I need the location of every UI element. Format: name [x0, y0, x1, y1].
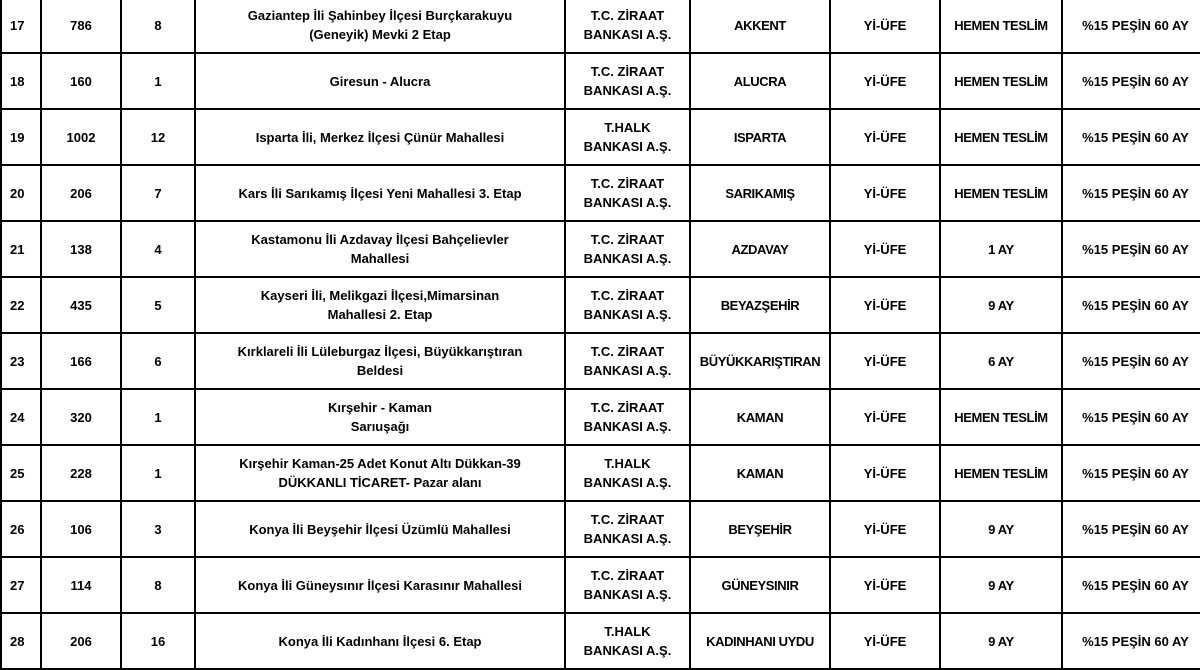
price-index-cell: Yİ-ÜFE	[830, 165, 940, 221]
housing-count-cell: 435	[41, 277, 121, 333]
bank-line: BANKASI A.Ş.	[583, 531, 672, 546]
unit-count-cell: 12	[121, 109, 195, 165]
housing-count-cell: 206	[41, 613, 121, 669]
location-line: Gaziantep İli Şahinbey İlçesi Burçkarakuyu	[247, 8, 513, 23]
delivery-time-cell: HEMEN TESLİM	[940, 165, 1062, 221]
payment-terms-cell: %15 PEŞİN 60 AY	[1062, 53, 1200, 109]
location-line: Sarıuşağı	[350, 419, 410, 434]
unit-count-cell: 5	[121, 277, 195, 333]
row-number-cell: 19	[1, 109, 41, 165]
bank-line: T.C. ZİRAAT	[590, 8, 665, 23]
table-row	[1, 277, 1200, 333]
housing-count-cell: 786	[41, 0, 121, 53]
bank-line: T.C. ZİRAAT	[590, 176, 665, 191]
housing-count-cell: 1002	[41, 109, 121, 165]
bank-line: BANKASI A.Ş.	[583, 475, 672, 490]
table-body	[1, 0, 1200, 669]
table-row	[1, 333, 1200, 389]
row-number-cell: 22	[1, 277, 41, 333]
bank-cell	[565, 501, 690, 557]
bank-line: BANKASI A.Ş.	[583, 307, 672, 322]
price-index-cell: Yİ-ÜFE	[830, 613, 940, 669]
delivery-time-cell: 9 AY	[940, 557, 1062, 613]
payment-terms-cell: %15 PEŞİN 60 AY	[1062, 165, 1200, 221]
location-cell	[195, 53, 565, 109]
bank-line: BANKASI A.Ş.	[583, 643, 672, 658]
project-name-cell: GÜNEYSINIR	[690, 557, 830, 613]
location-cell	[195, 445, 565, 501]
unit-count-cell: 8	[121, 0, 195, 53]
location-line: Kars İli Sarıkamış İlçesi Yeni Mahallesi 3. Etap	[238, 185, 522, 201]
bank-cell	[565, 277, 690, 333]
bank-line: BANKASI A.Ş.	[583, 83, 672, 98]
table-row	[1, 0, 1200, 53]
project-name-cell: KADINHANI UYDU	[690, 613, 830, 669]
location-line: Beldesi	[356, 363, 404, 378]
payment-terms-cell: %15 PEŞİN 60 AY	[1062, 613, 1200, 669]
location-cell	[195, 333, 565, 389]
bank-line: BANKASI A.Ş.	[583, 587, 672, 602]
price-index-cell: Yİ-ÜFE	[830, 109, 940, 165]
payment-terms-cell: %15 PEŞİN 60 AY	[1062, 501, 1200, 557]
project-name-cell: AZDAVAY	[690, 221, 830, 277]
housing-count-cell: 320	[41, 389, 121, 445]
price-index-cell: Yİ-ÜFE	[830, 501, 940, 557]
unit-count-cell: 1	[121, 445, 195, 501]
housing-count-cell: 166	[41, 333, 121, 389]
bank-cell	[565, 613, 690, 669]
payment-terms-cell: %15 PEŞİN 60 AY	[1062, 277, 1200, 333]
bank-line: T.C. ZİRAAT	[590, 232, 665, 247]
bank-line: BANKASI A.Ş.	[583, 139, 672, 154]
bank-line: BANKASI A.Ş.	[583, 27, 672, 42]
payment-terms-cell: %15 PEŞİN 60 AY	[1062, 221, 1200, 277]
table-row	[1, 389, 1200, 445]
bank-line: BANKASI A.Ş.	[583, 195, 672, 210]
location-cell	[195, 109, 565, 165]
payment-terms-cell: %15 PEŞİN 60 AY	[1062, 333, 1200, 389]
delivery-time-cell: HEMEN TESLİM	[940, 389, 1062, 445]
delivery-time-cell: HEMEN TESLİM	[940, 53, 1062, 109]
table-row	[1, 165, 1200, 221]
row-number-cell: 18	[1, 53, 41, 109]
location-line: Kayseri İli, Melikgazi İlçesi,Mimarsinan	[260, 288, 500, 303]
project-name-cell: BEYŞEHİR	[690, 501, 830, 557]
housing-count-cell: 106	[41, 501, 121, 557]
project-name-cell: ISPARTA	[690, 109, 830, 165]
bank-line: BANKASI A.Ş.	[583, 419, 672, 434]
delivery-time-cell: 9 AY	[940, 501, 1062, 557]
table-row	[1, 613, 1200, 669]
bank-line: BANKASI A.Ş.	[583, 363, 672, 378]
price-index-cell: Yİ-ÜFE	[830, 221, 940, 277]
price-index-cell: Yİ-ÜFE	[830, 277, 940, 333]
location-cell	[195, 389, 565, 445]
delivery-time-cell: 9 AY	[940, 277, 1062, 333]
payment-terms-cell: %15 PEŞİN 60 AY	[1062, 557, 1200, 613]
unit-count-cell: 1	[121, 389, 195, 445]
delivery-time-cell: 9 AY	[940, 613, 1062, 669]
bank-cell	[565, 445, 690, 501]
bank-cell	[565, 389, 690, 445]
price-index-cell: Yİ-ÜFE	[830, 389, 940, 445]
table-row	[1, 557, 1200, 613]
location-cell	[195, 613, 565, 669]
location-cell	[195, 165, 565, 221]
delivery-time-cell: 6 AY	[940, 333, 1062, 389]
location-line: Kırklareli İli Lüleburgaz İlçesi, Büyükkarıştıran	[237, 344, 523, 359]
bank-cell	[565, 165, 690, 221]
price-index-cell: Yİ-ÜFE	[830, 445, 940, 501]
bank-cell	[565, 0, 690, 53]
row-number-cell: 20	[1, 165, 41, 221]
location-line: Mahallesi 2. Etap	[327, 307, 433, 322]
location-line: Kırşehir Kaman-25 Adet Konut Altı Dükkan-39	[239, 456, 521, 471]
row-number-cell: 24	[1, 389, 41, 445]
row-number-cell: 28	[1, 613, 41, 669]
delivery-time-cell: HEMEN TESLİM	[940, 445, 1062, 501]
row-number-cell: 25	[1, 445, 41, 501]
bank-line: T.C. ZİRAAT	[590, 400, 665, 415]
table-row	[1, 445, 1200, 501]
unit-count-cell: 3	[121, 501, 195, 557]
unit-count-cell: 8	[121, 557, 195, 613]
delivery-time-cell: HEMEN TESLİM	[940, 109, 1062, 165]
bank-cell	[565, 221, 690, 277]
project-name-cell: ALUCRA	[690, 53, 830, 109]
bank-line: BANKASI A.Ş.	[583, 251, 672, 266]
location-line: Konya İli Kadınhanı İlçesi 6. Etap	[278, 633, 482, 649]
location-cell	[195, 277, 565, 333]
delivery-time-cell: 1 AY	[940, 221, 1062, 277]
unit-count-cell: 16	[121, 613, 195, 669]
housing-count-cell: 114	[41, 557, 121, 613]
location-cell	[195, 557, 565, 613]
payment-terms-cell: %15 PEŞİN 60 AY	[1062, 445, 1200, 501]
housing-count-cell: 228	[41, 445, 121, 501]
bank-line: T.HALK	[604, 456, 651, 471]
bank-cell	[565, 333, 690, 389]
bank-line: T.HALK	[604, 120, 651, 135]
bank-cell	[565, 557, 690, 613]
project-name-cell: SARIKAMIŞ	[690, 165, 830, 221]
location-line: Isparta İli, Merkez İlçesi Çünür Mahallesi	[255, 129, 505, 145]
row-number-cell: 27	[1, 557, 41, 613]
payment-terms-cell: %15 PEŞİN 60 AY	[1062, 109, 1200, 165]
row-number-cell: 26	[1, 501, 41, 557]
unit-count-cell: 7	[121, 165, 195, 221]
project-name-cell: BÜYÜKKARIŞTIRAN	[690, 333, 830, 389]
project-name-cell: KAMAN	[690, 389, 830, 445]
payment-terms-cell: %15 PEŞİN 60 AY	[1062, 389, 1200, 445]
table-row	[1, 221, 1200, 277]
housing-count-cell: 138	[41, 221, 121, 277]
unit-count-cell: 6	[121, 333, 195, 389]
location-line: DÜKKANLI TİCARET- Pazar alanı	[278, 475, 482, 490]
table-row	[1, 109, 1200, 165]
location-line: Mahallesi	[350, 251, 410, 266]
row-number-cell: 21	[1, 221, 41, 277]
project-name-cell: AKKENT	[690, 0, 830, 53]
location-line: Konya İli Güneysınır İlçesi Karasınır Mahallesi	[238, 577, 522, 593]
bank-line: T.C. ZİRAAT	[590, 568, 665, 583]
location-cell	[195, 0, 565, 53]
row-number-cell: 23	[1, 333, 41, 389]
price-index-cell: Yİ-ÜFE	[830, 333, 940, 389]
delivery-time-cell: HEMEN TESLİM	[940, 0, 1062, 53]
price-index-cell: Yİ-ÜFE	[830, 53, 940, 109]
unit-count-cell: 1	[121, 53, 195, 109]
location-cell	[195, 221, 565, 277]
table-row	[1, 53, 1200, 109]
bank-line: T.HALK	[604, 624, 651, 639]
housing-count-cell: 206	[41, 165, 121, 221]
bank-cell	[565, 53, 690, 109]
location-line: Konya İli Beyşehir İlçesi Üzümlü Mahallesi	[249, 521, 511, 537]
payment-terms-cell: %15 PEŞİN 60 AY	[1062, 0, 1200, 53]
project-name-cell: BEYAZŞEHİR	[690, 277, 830, 333]
price-index-cell: Yİ-ÜFE	[830, 557, 940, 613]
bank-line: T.C. ZİRAAT	[590, 344, 665, 359]
unit-count-cell: 4	[121, 221, 195, 277]
location-line: Kastamonu İli Azdavay İlçesi Bahçelievler	[251, 232, 509, 247]
project-name-cell: KAMAN	[690, 445, 830, 501]
bank-line: T.C. ZİRAAT	[590, 512, 665, 527]
location-cell	[195, 501, 565, 557]
bank-cell	[565, 109, 690, 165]
price-index-cell: Yİ-ÜFE	[830, 0, 940, 53]
bank-line: T.C. ZİRAAT	[590, 64, 665, 79]
housing-count-cell: 160	[41, 53, 121, 109]
table-row	[1, 501, 1200, 557]
location-line: Kırşehir - Kaman	[327, 400, 433, 415]
row-number-cell: 17	[1, 0, 41, 53]
location-line: Giresun - Alucra	[329, 73, 431, 89]
location-line: (Geneyik) Mevki 2 Etap	[309, 27, 451, 42]
bank-line: T.C. ZİRAAT	[590, 288, 665, 303]
